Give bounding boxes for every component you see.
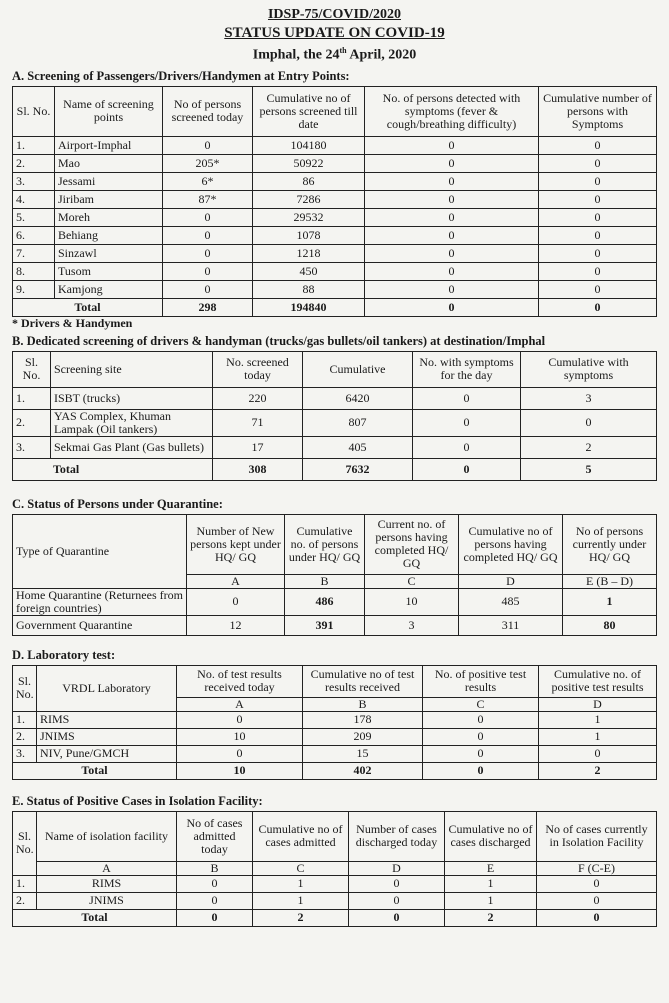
col-letter: B: [303, 697, 423, 711]
table-cell: 0: [539, 745, 657, 762]
table-cell: 1.: [13, 711, 37, 728]
table-cell: 0: [365, 226, 539, 244]
table-cell: 1218: [253, 244, 365, 262]
col-header: No of cases admitted today: [177, 811, 253, 861]
col-letter: C: [365, 574, 459, 588]
table-row: [13, 436, 657, 458]
col-header: Number of cases discharged today: [349, 811, 445, 861]
drivers-screening-table: [12, 351, 657, 481]
total-row: [13, 762, 657, 779]
table-cell: 391: [285, 615, 365, 635]
table-cell: 1: [253, 892, 349, 909]
table-cell: 194840: [253, 298, 365, 316]
col-header: Cumulative number of persons with Symptoms: [539, 86, 657, 136]
table-cell: 0: [539, 226, 657, 244]
table-cell: 0: [413, 458, 521, 480]
table-cell: 205*: [163, 154, 253, 172]
document-title: STATUS UPDATE ON COVID-19: [224, 25, 445, 41]
table-row: [13, 615, 657, 635]
table-cell: 0: [539, 136, 657, 154]
table-cell: JNIMS: [37, 892, 177, 909]
table-cell: 88: [253, 280, 365, 298]
table-cell: YAS Complex, Khuman Lampak (Oil tankers): [51, 409, 213, 436]
col-header: Screening site: [51, 351, 213, 387]
col-letter: F (C-E): [537, 861, 657, 875]
table-cell: 104180: [253, 136, 365, 154]
table-cell: 2: [539, 762, 657, 779]
table-cell: 450: [253, 262, 365, 280]
table-cell: 0: [163, 262, 253, 280]
table-cell: 7632: [303, 458, 413, 480]
table-header-row: [13, 811, 657, 861]
table-cell: 87*: [163, 190, 253, 208]
table-row: [13, 280, 657, 298]
section-a-title: A. Screening of Passengers/Drivers/Handymen at Entry Points:: [12, 68, 350, 83]
table-cell: 1: [253, 875, 349, 892]
table-cell: 86: [253, 172, 365, 190]
total-label: Total: [13, 762, 177, 779]
table-cell: Government Quarantine: [13, 615, 187, 635]
entry-points-table: [12, 86, 657, 317]
col-header: No of persons screened today: [163, 86, 253, 136]
table-cell: 0: [537, 875, 657, 892]
table-cell: 0: [163, 244, 253, 262]
col-letter: B: [285, 574, 365, 588]
table-row: [13, 409, 657, 436]
table-cell: Kamjong: [55, 280, 163, 298]
col-header: Cumulative no of cases discharged: [445, 811, 537, 861]
table-cell: 311: [459, 615, 563, 635]
col-header: Cumulative with symptoms: [521, 351, 657, 387]
table-cell: 10: [177, 728, 303, 745]
table-cell: 0: [349, 909, 445, 926]
total-label: Total: [13, 298, 163, 316]
col-header: Cumulative no of cases admitted: [253, 811, 349, 861]
col-header: Current no. of persons having completed HQ/ GQ: [365, 514, 459, 574]
col-letter: A: [37, 861, 177, 875]
table-cell: 0: [539, 154, 657, 172]
table-cell: 405: [303, 436, 413, 458]
table-row: [13, 711, 657, 728]
table-cell: 0: [423, 728, 539, 745]
table-cell: 0: [539, 208, 657, 226]
col-header: No. of persons detected with symptoms (fever & cough/breathing difficulty): [365, 86, 539, 136]
table-row: [13, 172, 657, 190]
col-header: Name of screening points: [55, 86, 163, 136]
table-cell: 2: [445, 909, 537, 926]
table-cell: 80: [563, 615, 657, 635]
table-cell: Sinzawl: [55, 244, 163, 262]
table-cell: Sekmai Gas Plant (Gas bullets): [51, 436, 213, 458]
table-cell: 0: [537, 909, 657, 926]
total-label: Total: [13, 458, 213, 480]
table-row: [13, 244, 657, 262]
table-cell: 17: [213, 436, 303, 458]
table-cell: ISBT (trucks): [51, 387, 213, 409]
table-row: [13, 588, 657, 615]
table-row: [13, 875, 657, 892]
table-cell: 2: [521, 436, 657, 458]
table-cell: Airport-Imphal: [55, 136, 163, 154]
table-cell: 10: [365, 588, 459, 615]
table-cell: 0: [163, 136, 253, 154]
col-header: Cumulative no. of persons under HQ/ GQ: [285, 514, 365, 574]
table-cell: 2: [253, 909, 349, 926]
table-cell: 0: [365, 172, 539, 190]
table-cell: RIMS: [37, 875, 177, 892]
table-cell: Moreh: [55, 208, 163, 226]
col-header: No. screened today: [213, 351, 303, 387]
table-cell: 1.: [13, 136, 55, 154]
table-cell: 15: [303, 745, 423, 762]
col-header: Cumulative no. of positive test results: [539, 665, 657, 697]
col-header: Sl. No.: [13, 351, 51, 387]
table-cell: 2.: [13, 728, 37, 745]
table-cell: 3.: [13, 172, 55, 190]
table-cell: 1078: [253, 226, 365, 244]
table-cell: 0: [539, 172, 657, 190]
table-row: [13, 892, 657, 909]
table-cell: 0: [177, 711, 303, 728]
table-cell: RIMS: [37, 711, 177, 728]
table-row: [13, 190, 657, 208]
table-cell: 10: [177, 762, 303, 779]
table-cell: 9.: [13, 280, 55, 298]
section-e-title: E. Status of Positive Cases in Isolation Facility:: [12, 793, 263, 808]
table-cell: 3.: [13, 436, 51, 458]
isolation-table: [12, 811, 657, 927]
table-cell: 6*: [163, 172, 253, 190]
table-cell: 485: [459, 588, 563, 615]
col-letter: C: [423, 697, 539, 711]
table-cell: 0: [365, 244, 539, 262]
table-cell: 402: [303, 762, 423, 779]
document-code: IDSP-75/COVID/2020: [267, 7, 401, 22]
col-header: Sl. No.: [13, 811, 37, 875]
table-cell: 2.: [13, 892, 37, 909]
table-cell: 0: [177, 909, 253, 926]
section-b-title: B. Dedicated screening of drivers & handyman (trucks/gas bullets/oil tankers) at destination/Imphal: [12, 333, 546, 348]
table-cell: 1.: [13, 875, 37, 892]
col-letter: D: [349, 861, 445, 875]
table-header-row: [13, 514, 657, 574]
table-header-row: [13, 351, 657, 387]
table-cell: 209: [303, 728, 423, 745]
table-cell: 0: [539, 190, 657, 208]
table-cell: 12: [187, 615, 285, 635]
table-cell: 0: [365, 154, 539, 172]
table-cell: 1: [539, 711, 657, 728]
table-cell: 0: [177, 875, 253, 892]
col-header: Name of isolation facility: [37, 811, 177, 861]
laboratory-table: [12, 665, 657, 780]
table-cell: NIV, Pune/GMCH: [37, 745, 177, 762]
table-cell: 0: [423, 745, 539, 762]
table-row: [13, 208, 657, 226]
table-row: [13, 136, 657, 154]
document-header: [12, 0, 657, 65]
table-cell: 2.: [13, 409, 51, 436]
col-letter: E (B – D): [563, 574, 657, 588]
table-cell: 1: [445, 892, 537, 909]
table-cell: 1: [539, 728, 657, 745]
table-cell: 2.: [13, 154, 55, 172]
col-header: Cumulative: [303, 351, 413, 387]
col-letter: E: [445, 861, 537, 875]
total-row: [13, 458, 657, 480]
table-cell: 1: [563, 588, 657, 615]
table-cell: 1.: [13, 387, 51, 409]
table-cell: 3.: [13, 745, 37, 762]
table-cell: 5: [521, 458, 657, 480]
table-cell: 0: [539, 244, 657, 262]
table-cell: 0: [413, 409, 521, 436]
table-cell: 0: [349, 875, 445, 892]
section-c-title: C. Status of Persons under Quarantine:: [12, 496, 223, 511]
table-cell: 0: [163, 280, 253, 298]
table-cell: 0: [177, 892, 253, 909]
col-header: No. with symptoms for the day: [413, 351, 521, 387]
table-cell: 0: [539, 262, 657, 280]
table-cell: 220: [213, 387, 303, 409]
table-row: [13, 262, 657, 280]
table-row: [13, 154, 657, 172]
col-header: Cumulative no of persons having completed HQ/ GQ: [459, 514, 563, 574]
col-header: No of cases currently in Isolation Facility: [537, 811, 657, 861]
col-header: No. of positive test results: [423, 665, 539, 697]
table-cell: 298: [163, 298, 253, 316]
col-header: Cumulative no of persons screened till date: [253, 86, 365, 136]
table-cell: 308: [213, 458, 303, 480]
table-cell: Jiribam: [55, 190, 163, 208]
table-cell: 0: [423, 762, 539, 779]
col-letter: A: [187, 574, 285, 588]
table-cell: 0: [365, 262, 539, 280]
col-header: Sl. No.: [13, 86, 55, 136]
col-header: Sl. No.: [13, 665, 37, 711]
table-cell: 0: [537, 892, 657, 909]
col-header: No. of test results received today: [177, 665, 303, 697]
table-cell: 178: [303, 711, 423, 728]
table-cell: 0: [163, 208, 253, 226]
table-cell: 0: [539, 280, 657, 298]
table-cell: Behiang: [55, 226, 163, 244]
table-cell: 0: [413, 387, 521, 409]
table-cell: Jessami: [55, 172, 163, 190]
table-cell: 0: [365, 280, 539, 298]
table-letters-row: [13, 861, 657, 875]
col-letter: C: [253, 861, 349, 875]
table-row: [13, 745, 657, 762]
table-cell: 5.: [13, 208, 55, 226]
table-cell: 0: [177, 745, 303, 762]
table-cell: 0: [349, 892, 445, 909]
table-row: [13, 226, 657, 244]
table-cell: 8.: [13, 262, 55, 280]
table-cell: 0: [423, 711, 539, 728]
footnote: * Drivers & Handymen: [12, 315, 133, 330]
table-cell: 0: [365, 298, 539, 316]
table-cell: 0: [521, 409, 657, 436]
table-cell: 0: [539, 298, 657, 316]
table-cell: Mao: [55, 154, 163, 172]
table-cell: Tusom: [55, 262, 163, 280]
col-header: Cumulative no of test results received: [303, 665, 423, 697]
table-cell: 50922: [253, 154, 365, 172]
quarantine-table: [12, 514, 657, 636]
table-cell: 4.: [13, 190, 55, 208]
table-row: [13, 387, 657, 409]
table-cell: 3: [521, 387, 657, 409]
col-header: Number of New persons kept under HQ/ GQ: [187, 514, 285, 574]
col-header: Type of Quarantine: [13, 514, 187, 588]
table-cell: 807: [303, 409, 413, 436]
table-cell: 0: [413, 436, 521, 458]
table-cell: 3: [365, 615, 459, 635]
table-cell: 7286: [253, 190, 365, 208]
col-header: No of persons currently under HQ/ GQ: [563, 514, 657, 574]
col-letter: B: [177, 861, 253, 875]
col-letter: A: [177, 697, 303, 711]
table-cell: 6.: [13, 226, 55, 244]
table-cell: 0: [187, 588, 285, 615]
table-row: [13, 728, 657, 745]
table-header-row: [13, 86, 657, 136]
table-cell: 0: [365, 208, 539, 226]
table-cell: Home Quarantine (Returnees from foreign countries): [13, 588, 187, 615]
document-date: Imphal, the 24th April, 2020: [252, 46, 417, 63]
col-letter: D: [539, 697, 657, 711]
table-cell: 0: [365, 190, 539, 208]
col-header: VRDL Laboratory: [37, 665, 177, 711]
table-cell: 486: [285, 588, 365, 615]
table-cell: 7.: [13, 244, 55, 262]
table-cell: 6420: [303, 387, 413, 409]
table-cell: 71: [213, 409, 303, 436]
table-cell: 29532: [253, 208, 365, 226]
table-header-row: [13, 665, 657, 697]
section-d-title: D. Laboratory test:: [12, 647, 116, 662]
col-letter: D: [459, 574, 563, 588]
table-cell: 1: [445, 875, 537, 892]
table-cell: 0: [365, 136, 539, 154]
total-label: Total: [13, 909, 177, 926]
table-cell: JNIMS: [37, 728, 177, 745]
total-row: [13, 909, 657, 926]
table-cell: 0: [163, 226, 253, 244]
total-row: [13, 298, 657, 316]
